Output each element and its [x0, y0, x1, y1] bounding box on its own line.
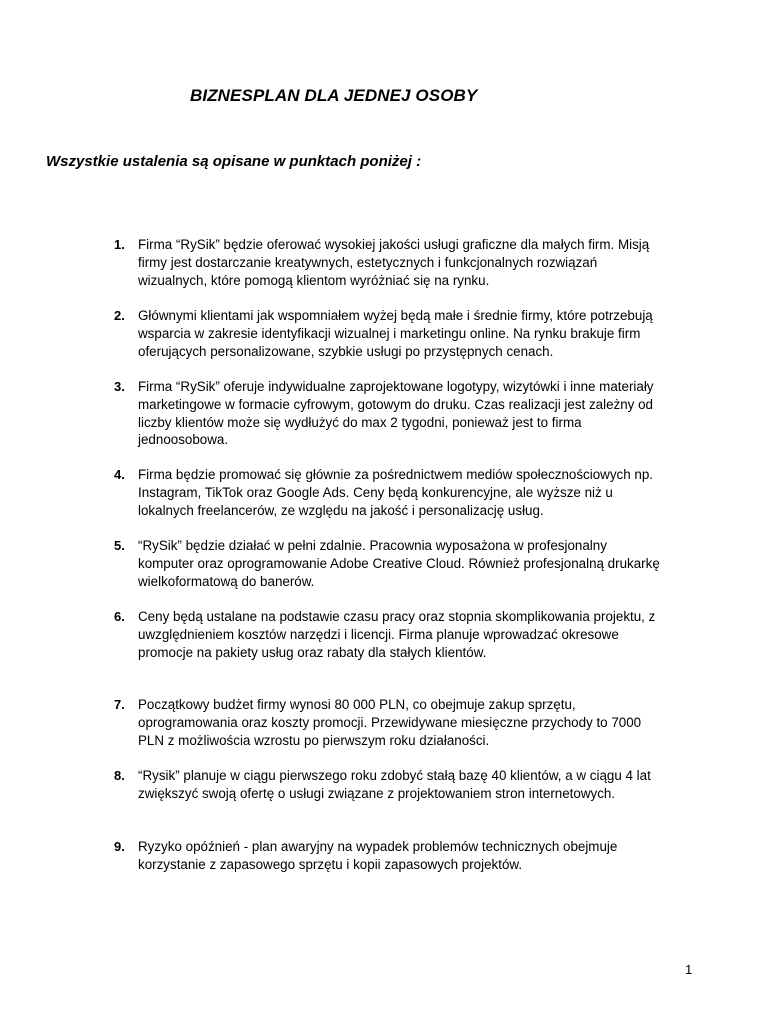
list-item-text: Firma będzie promować się głównie za pośrednictwem mediów społecznościowych np. Instagram, TikTok oraz Google Ads. Ceny będą konkurencyjne, ale wyższe niż u lokalnych freelancerów, ze względu na jakość i personalizację usług. [138, 467, 654, 518]
list-item-text: Ryzyko opóźnień - plan awaryjny na wypadek problemów technicznych obejmuje korzystanie z zapasowego sprzętu i kopii zapasowych projektów. [138, 839, 618, 872]
list-item-number: 9. [114, 839, 125, 854]
list-item-3 [114, 378, 714, 449]
list-item-number: 5. [114, 538, 125, 553]
page-number: 1 [685, 962, 693, 977]
list-item-text: “Rysik” planuje w ciągu pierwszego roku zdobyć stałą bazę 40 klientów, a w ciągu 4 lat zwiększyć swoją ofertę o usługi związane z projektowaniem stron internetowych. [138, 768, 651, 801]
list-item-text: Początkowy budżet firmy wynosi 80 000 PLN, co obejmuje zakup sprzętu, oprogramowania oraz koszty promocji. Przewidywane miesięczne przychody to 7000 PLN z możliwościa wzrostu po pierwszym roku działaności. [138, 697, 642, 748]
list-item-text: “RySik” będzie działać w pełni zdalnie. Pracownia wyposażona w profesjonalny komputer oraz oprogramowanie Adobe Creative Cloud. Również profesjonalną drukarkę wielkoformatową do banerów. [138, 538, 660, 589]
list-item-7 [114, 696, 714, 749]
list-item-9 [114, 838, 714, 874]
list-item-text: Ceny będą ustalane na podstawie czasu pracy oraz stopnia skomplikowania projektu, z uwzględnieniem kosztów narzędzi i licencji. Firma planuje wprowadzać okresowe promocje na pakiety usług oraz rabaty dla stałych klientów. [138, 609, 656, 660]
list-item-number: 7. [114, 697, 125, 712]
list-item-text: Firma “RySik” oferuje indywidualne zaprojektowane logotypy, wizytówki i inne materiały marketingowe w formacie cyfrowym, gotowym do druku. Czas realizacji jest zależny od liczby klientów może się wydłużyć do max 2 tygodni, ponieważ jest to firma jednoosobowa. [138, 379, 654, 448]
list-item-6 [114, 608, 714, 661]
list-item-2 [114, 307, 714, 360]
list-item-number: 6. [114, 609, 125, 624]
list-item-number: 3. [114, 379, 125, 394]
list-item-text: Głównymi klientami jak wspomniałem wyżej będą małe i średnie firmy, które potrzebują wsparcia w zakresie identyfikacji wizualnej i marketingu online. Na rynku brakuje firm oferujących personalizowane, szybkie usługi po przystępnych cenach. [138, 308, 653, 359]
list-item-number: 2. [114, 308, 125, 323]
list-item-number: 8. [114, 768, 125, 783]
list-item-1 [114, 236, 714, 289]
document-subtitle: Wszystkie ustalenia są opisane w punktach poniżej : [46, 153, 422, 170]
list-item-number: 4. [114, 467, 125, 482]
list-item-5 [114, 537, 714, 590]
list-item-number: 1. [114, 237, 125, 252]
list-item-4 [114, 466, 714, 519]
list-item-text: Firma “RySik” będzie oferować wysokiej jakości usługi graficzne dla małych firm. Misją firmy jest dostarczanie kreatywnych, estetycznych i funkcjonalnych rozwiązań wizualnych, które pomogą klientom wyróżniać się na rynku. [138, 237, 650, 288]
document-title: BIZNESPLAN DLA JEDNEJ OSOBY [190, 86, 478, 105]
list-item-8 [114, 767, 714, 803]
